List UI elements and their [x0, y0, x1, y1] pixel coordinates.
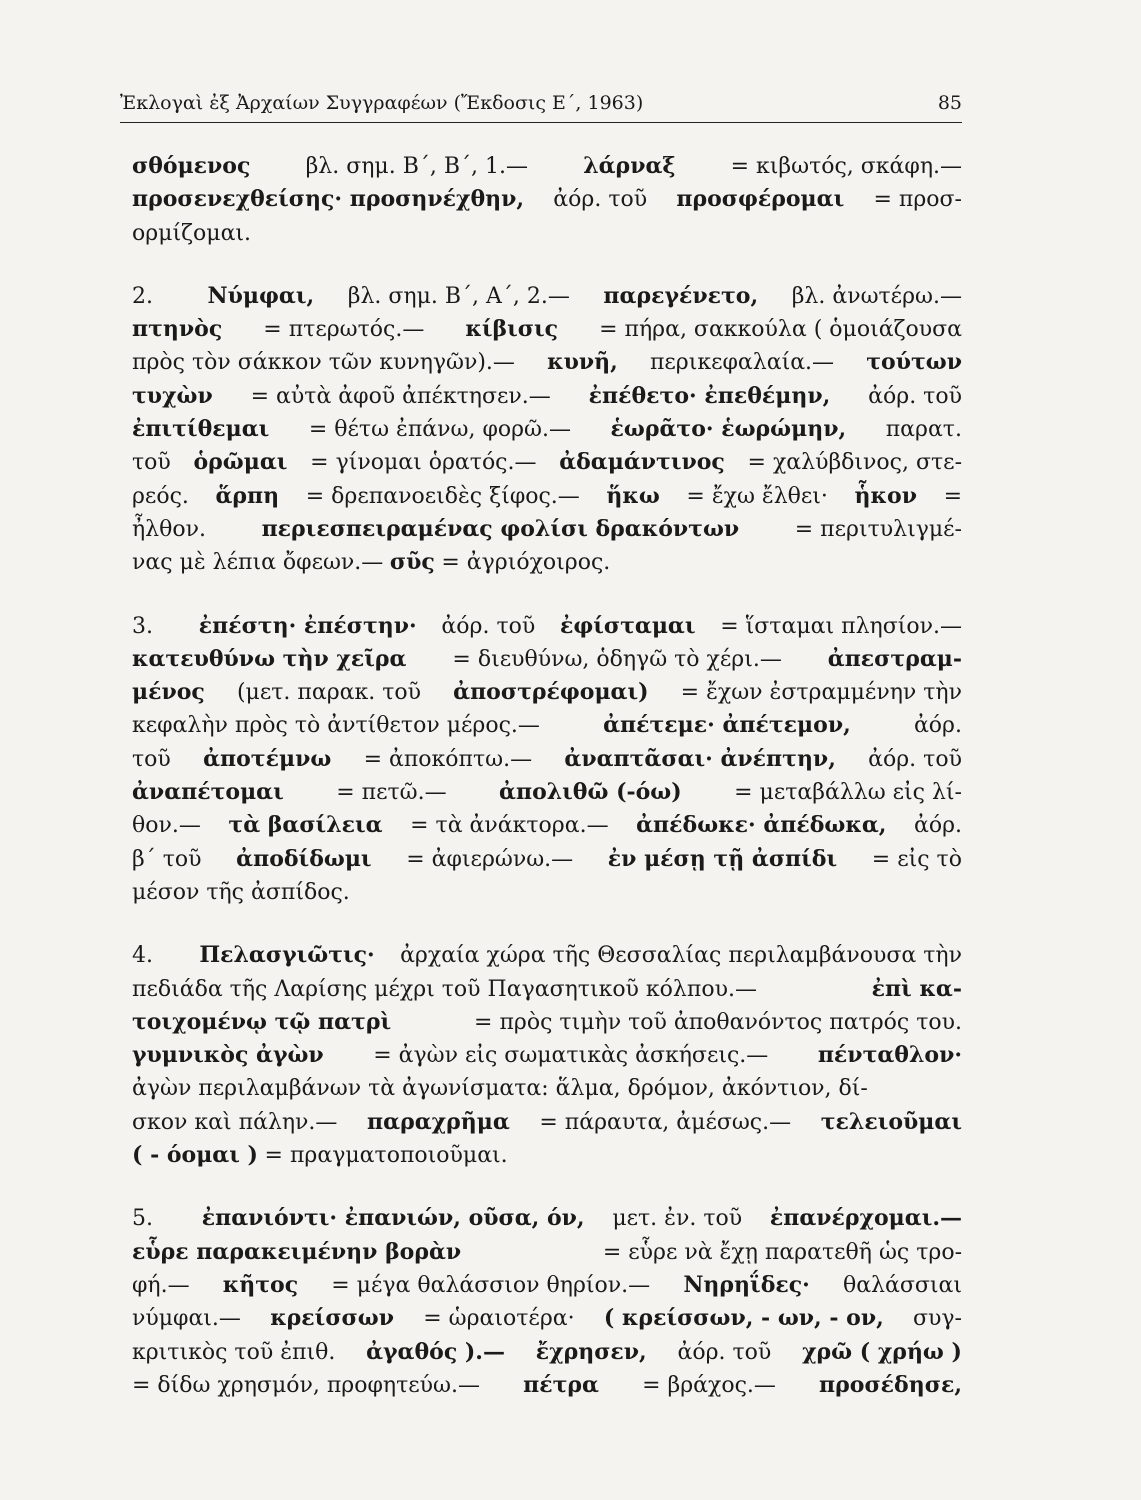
gloss-text: = βράχος.— [642, 1372, 776, 1398]
text-line [132, 1369, 962, 1402]
lemma-term: ἐπανέρχομαι.— [769, 1205, 962, 1232]
lemma-term: ἀδαμάντινος [559, 449, 725, 476]
text-line [132, 1302, 962, 1335]
paragraph-gap [132, 250, 962, 280]
lemma-term: ἀγαθός ).— [366, 1338, 505, 1365]
text-line [132, 1072, 962, 1105]
gloss-text: = μέγα θαλάσσιον θηρίον.— [331, 1272, 651, 1298]
text-line [132, 1269, 962, 1302]
gloss-text: = [943, 483, 962, 509]
gloss-text: ἀγὼν περιλαμβάνων τὰ ἀγωνίσματα: ἅλμα, δρόμον, ἀκόντιον, δί- [132, 1076, 868, 1102]
gloss-text: = διευθύνω, ὁδηγῶ τὸ χέρι.— [452, 646, 782, 672]
lemma-term: ( κρείσσων, - ων, - ον, [603, 1305, 884, 1332]
text-line [132, 150, 962, 183]
gloss-text: = ἔχων ἐστραμμένην τὴν [680, 680, 962, 706]
lemma-term: τυχὼν [132, 382, 213, 409]
lemma-term: σθόμενος [132, 153, 251, 179]
lemma-term: παρεγένετο, [603, 282, 759, 309]
gloss-text: θον.— [132, 813, 201, 839]
text-line [132, 709, 962, 742]
gloss-text: ἀόρ. τοῦ [677, 1339, 772, 1365]
lemma-term: Νηρηΐδες· [683, 1271, 810, 1298]
gloss-text: β΄ τοῦ [132, 846, 202, 872]
lemma-term: γυμνικὸς ἀγὼν [132, 1042, 324, 1069]
text-line [132, 876, 962, 909]
gloss-text: ἀόρ. τοῦ [868, 383, 962, 409]
gloss-text: ἀόρ. [913, 813, 962, 839]
lemma-term: τελειοῦμαι [820, 1108, 962, 1135]
section-number: 3. [132, 613, 153, 639]
lemma-term: ἀναπέτομαι [132, 779, 284, 806]
gloss-text: ἀόρ. τοῦ [441, 613, 536, 639]
lemma-term: ἀποτέμνω [203, 745, 332, 772]
text-line [132, 1106, 962, 1139]
text-line [132, 610, 962, 643]
section-number: 2. [132, 283, 153, 309]
text-line [132, 183, 962, 216]
lemma-term: ὁρῶμαι [193, 449, 288, 476]
gloss-text: βλ. σημ. Β΄, Α΄, 2.— [347, 283, 570, 309]
text-line [132, 1202, 962, 1235]
text-line [132, 1139, 962, 1172]
lemma-term: προσφέρομαι [676, 186, 845, 213]
running-header [120, 92, 962, 123]
lemma-term: σῦς [389, 549, 435, 576]
text-line [132, 776, 962, 809]
lemma-term: εὗρε παρακειμένην βορὰν [132, 1238, 462, 1265]
text-line [132, 1336, 962, 1369]
lemma-term: μένος [132, 679, 205, 706]
section-number: 5. [132, 1206, 153, 1232]
text-line [132, 973, 962, 1006]
lemma-term: ἐν μέσῃ τῇ ἀσπίδι [607, 845, 838, 872]
gloss-text: τοῦ [132, 746, 171, 772]
lemma-term: ἐπέθετο· ἐπεθέμην, [588, 382, 831, 409]
gloss-text: = θέτω ἐπάνω, φορῶ.— [308, 417, 571, 443]
gloss-text: (μετ. παρακ. τοῦ [236, 680, 422, 706]
lemma-term: κῆτος [222, 1271, 299, 1298]
lemma-term: παραχρῆμα [367, 1108, 510, 1135]
lemma-term: ἀπέτεμε· ἀπέτεμον, [603, 712, 851, 739]
text-line [132, 676, 962, 709]
lemma-term: ἀπολιθῶ (-όω) [499, 779, 682, 806]
lemma-term: ἐπὶ κα- [871, 975, 962, 1002]
text-line [132, 1039, 962, 1072]
gloss-text: = ἀποκόπτω.— [363, 746, 533, 772]
lemma-term: τοιχομένῳ τῷ πατρὶ [132, 1008, 392, 1035]
section-number: 4. [132, 943, 153, 969]
lemma-term: τὰ βασίλεια [228, 812, 383, 839]
lemma-term: προσενεχθείσης· προσηνέχθην, [132, 186, 525, 213]
gloss-text: = ἔχω ἔλθει· [686, 483, 828, 509]
gloss-text: = γίνομαι ὁρατός.— [310, 450, 537, 476]
gloss-text: πεδιάδα τῆς Λαρίσης μέχρι τοῦ Παγασητικοῦ κόλπου.— [132, 976, 757, 1002]
glossary-text [132, 150, 962, 1402]
gloss-text: = δίδω χρησμόν, προφητεύω.— [132, 1372, 480, 1398]
lemma-term: κρείσσων [270, 1305, 394, 1332]
gloss-text: = ἵσταμαι πλησίον.— [720, 613, 962, 639]
lemma-term: λάρναξ [583, 153, 676, 179]
lemma-term: ἅρπη [215, 482, 280, 509]
text-line [132, 1006, 962, 1039]
text-line [132, 380, 962, 413]
lemma-term: ἥκω [606, 482, 660, 509]
lemma-term: ἔχρησεν, [535, 1338, 647, 1365]
gloss-text: κριτικὸς τοῦ ἐπιθ. [132, 1339, 336, 1365]
lemma-term: περιεσπειραμένας φολίσι δρακόντων [261, 515, 740, 542]
text-line [132, 346, 962, 379]
gloss-text: = ἀγὼν εἰς σωματικὰς ἀσκήσεις.— [373, 1043, 769, 1069]
gloss-text: = πετῶ.— [336, 780, 447, 806]
gloss-text: περικεφαλαία.— [649, 350, 835, 376]
lemma-term: ἀποστρέφομαι) [453, 679, 649, 706]
gloss-text: κεφαλὴν πρὸς τὸ ἀντίθετον μέρος.— [132, 713, 540, 739]
gloss-text: μέσον τῆς ἀσπίδος. [132, 879, 350, 905]
text-line [132, 280, 962, 313]
text-line [132, 313, 962, 346]
gloss-text: = εἰς τὸ [871, 846, 962, 872]
book-title: Ἐκλογαὶ ἐξ Ἀρχαίων Συγγραφέων (Ἔκδοσις Ε΄, 1963) [120, 92, 644, 114]
gloss-text: = χαλύβδινος, στε- [747, 450, 962, 476]
gloss-text: = τὰ ἀνάκτορα.— [410, 813, 609, 839]
lemma-term: κατευθύνω τὴν χεῖρα [132, 645, 407, 672]
lemma-term: ἑωρᾶτο· ἑωρώμην, [610, 416, 847, 443]
gloss-text: = πραγματοποιοῦμαι. [264, 1143, 508, 1169]
gloss-text: = ἀφιερώνω.— [406, 846, 574, 872]
gloss-text: = πρὸς τιμὴν τοῦ ἀποθανόντος πατρός του. [474, 1009, 962, 1035]
gloss-text: βλ. σημ. Β΄, Β΄, 1.— [305, 154, 529, 179]
gloss-text: = αὐτὰ ἀφοῦ ἀπέκτησεν.— [250, 383, 551, 409]
gloss-text: νύμφαι.— [132, 1306, 241, 1332]
text-line [132, 809, 962, 842]
lemma-term: ἀναπτᾶσαι· ἀνέπτην, [564, 745, 836, 772]
gloss-text: = εὗρε νὰ ἔχῃ παρατεθῆ ὡς τρο- [602, 1239, 962, 1265]
text-line [132, 1236, 962, 1269]
lemma-term: προσέδησε, [819, 1371, 962, 1398]
gloss-text: = περιτυλιγμέ- [794, 516, 962, 542]
lemma-term: ἐπιτίθεμαι [132, 416, 270, 443]
gloss-text: θαλάσσιαι [842, 1272, 962, 1298]
gloss-text: ρεός. [132, 483, 189, 509]
lemma-term: ἧκον [854, 482, 917, 509]
lemma-term: κυνῆ, [547, 349, 618, 376]
lemma-term: πέτρα [523, 1371, 599, 1398]
gloss-text: = προσ- [873, 187, 962, 213]
lemma-term: Νύμφαι, [207, 282, 315, 309]
text-line [132, 743, 962, 776]
gloss-text: ἀόρ. τοῦ [868, 746, 962, 772]
text-line [132, 939, 962, 972]
lemma-term: ἐπανιόντι· ἐπανιών, οῦσα, όν, [201, 1205, 585, 1232]
lemma-term: πένταθλον· [817, 1042, 962, 1069]
lemma-term: τούτων [866, 349, 962, 376]
gloss-text: βλ. ἀνωτέρω.— [791, 283, 962, 309]
gloss-text: ἀόρ. [913, 713, 962, 739]
lemma-term: ἐφίσταμαι [559, 612, 696, 639]
lemma-term: ἀποδίδωμι [236, 845, 372, 872]
gloss-text: = πάραυτα, ἀμέσως.— [539, 1109, 792, 1135]
text-line [132, 843, 962, 876]
gloss-text: = ἀγριόχοιρος. [441, 550, 611, 576]
text-line [132, 513, 962, 546]
paragraph-gap [132, 1172, 962, 1202]
text-line [132, 217, 962, 250]
text-line [132, 446, 962, 479]
gloss-text: παρατ. [885, 417, 962, 443]
gloss-text: ἀόρ. τοῦ [553, 187, 648, 213]
gloss-text: = πτερωτός.— [263, 317, 425, 343]
gloss-text: = κιβωτός, σκάφη.— [730, 154, 962, 179]
text-line [132, 546, 962, 579]
gloss-text: φή.— [132, 1272, 190, 1298]
lemma-term: πτηνὸς [132, 316, 223, 343]
page-number: 85 [937, 92, 962, 114]
gloss-text: σκον καὶ πάλην.— [132, 1109, 338, 1135]
text-line [132, 413, 962, 446]
lemma-term: ἐπέστη· ἐπέστην· [198, 612, 417, 639]
gloss-text: μετ. ἐν. τοῦ [612, 1206, 743, 1232]
text-line [132, 643, 962, 676]
gloss-text: = μεταβάλλω εἰς λί- [734, 780, 962, 806]
gloss-text: τοῦ [132, 450, 171, 476]
gloss-text: = πήρα, σακκούλα ( ὁμοιάζουσα [599, 317, 962, 343]
gloss-text: ἦλθον. [132, 516, 206, 542]
lemma-term: ( - όομαι ) [132, 1142, 258, 1169]
paragraph-gap [132, 580, 962, 610]
lemma-term: Πελασγιῶτις· [199, 942, 375, 969]
gloss-text: ορμίζομαι. [132, 220, 252, 246]
gloss-text: = ὡραιοτέρα· [423, 1306, 575, 1332]
lemma-term: ἀπέδωκε· ἀπέδωκα, [636, 812, 887, 839]
gloss-text: συγ- [913, 1306, 962, 1332]
lemma-term: χρῶ ( χρήω ) [802, 1338, 962, 1365]
paragraph-gap [132, 909, 962, 939]
lemma-term: ἀπεστραμ- [827, 645, 962, 672]
gloss-text: = δρεπανοειδὲς ξίφος.— [305, 483, 580, 509]
gloss-text: νας μὲ λέπια ὄφεων.— [132, 550, 384, 576]
gloss-text: ἀρχαία χώρα τῆς Θεσσαλίας περιλαμβάνουσα τὴν [400, 943, 962, 969]
lemma-term: κίβισις [465, 316, 559, 343]
gloss-text: πρὸς τὸν σάκκον τῶν κυνηγῶν).— [132, 350, 515, 376]
text-line [132, 480, 962, 513]
